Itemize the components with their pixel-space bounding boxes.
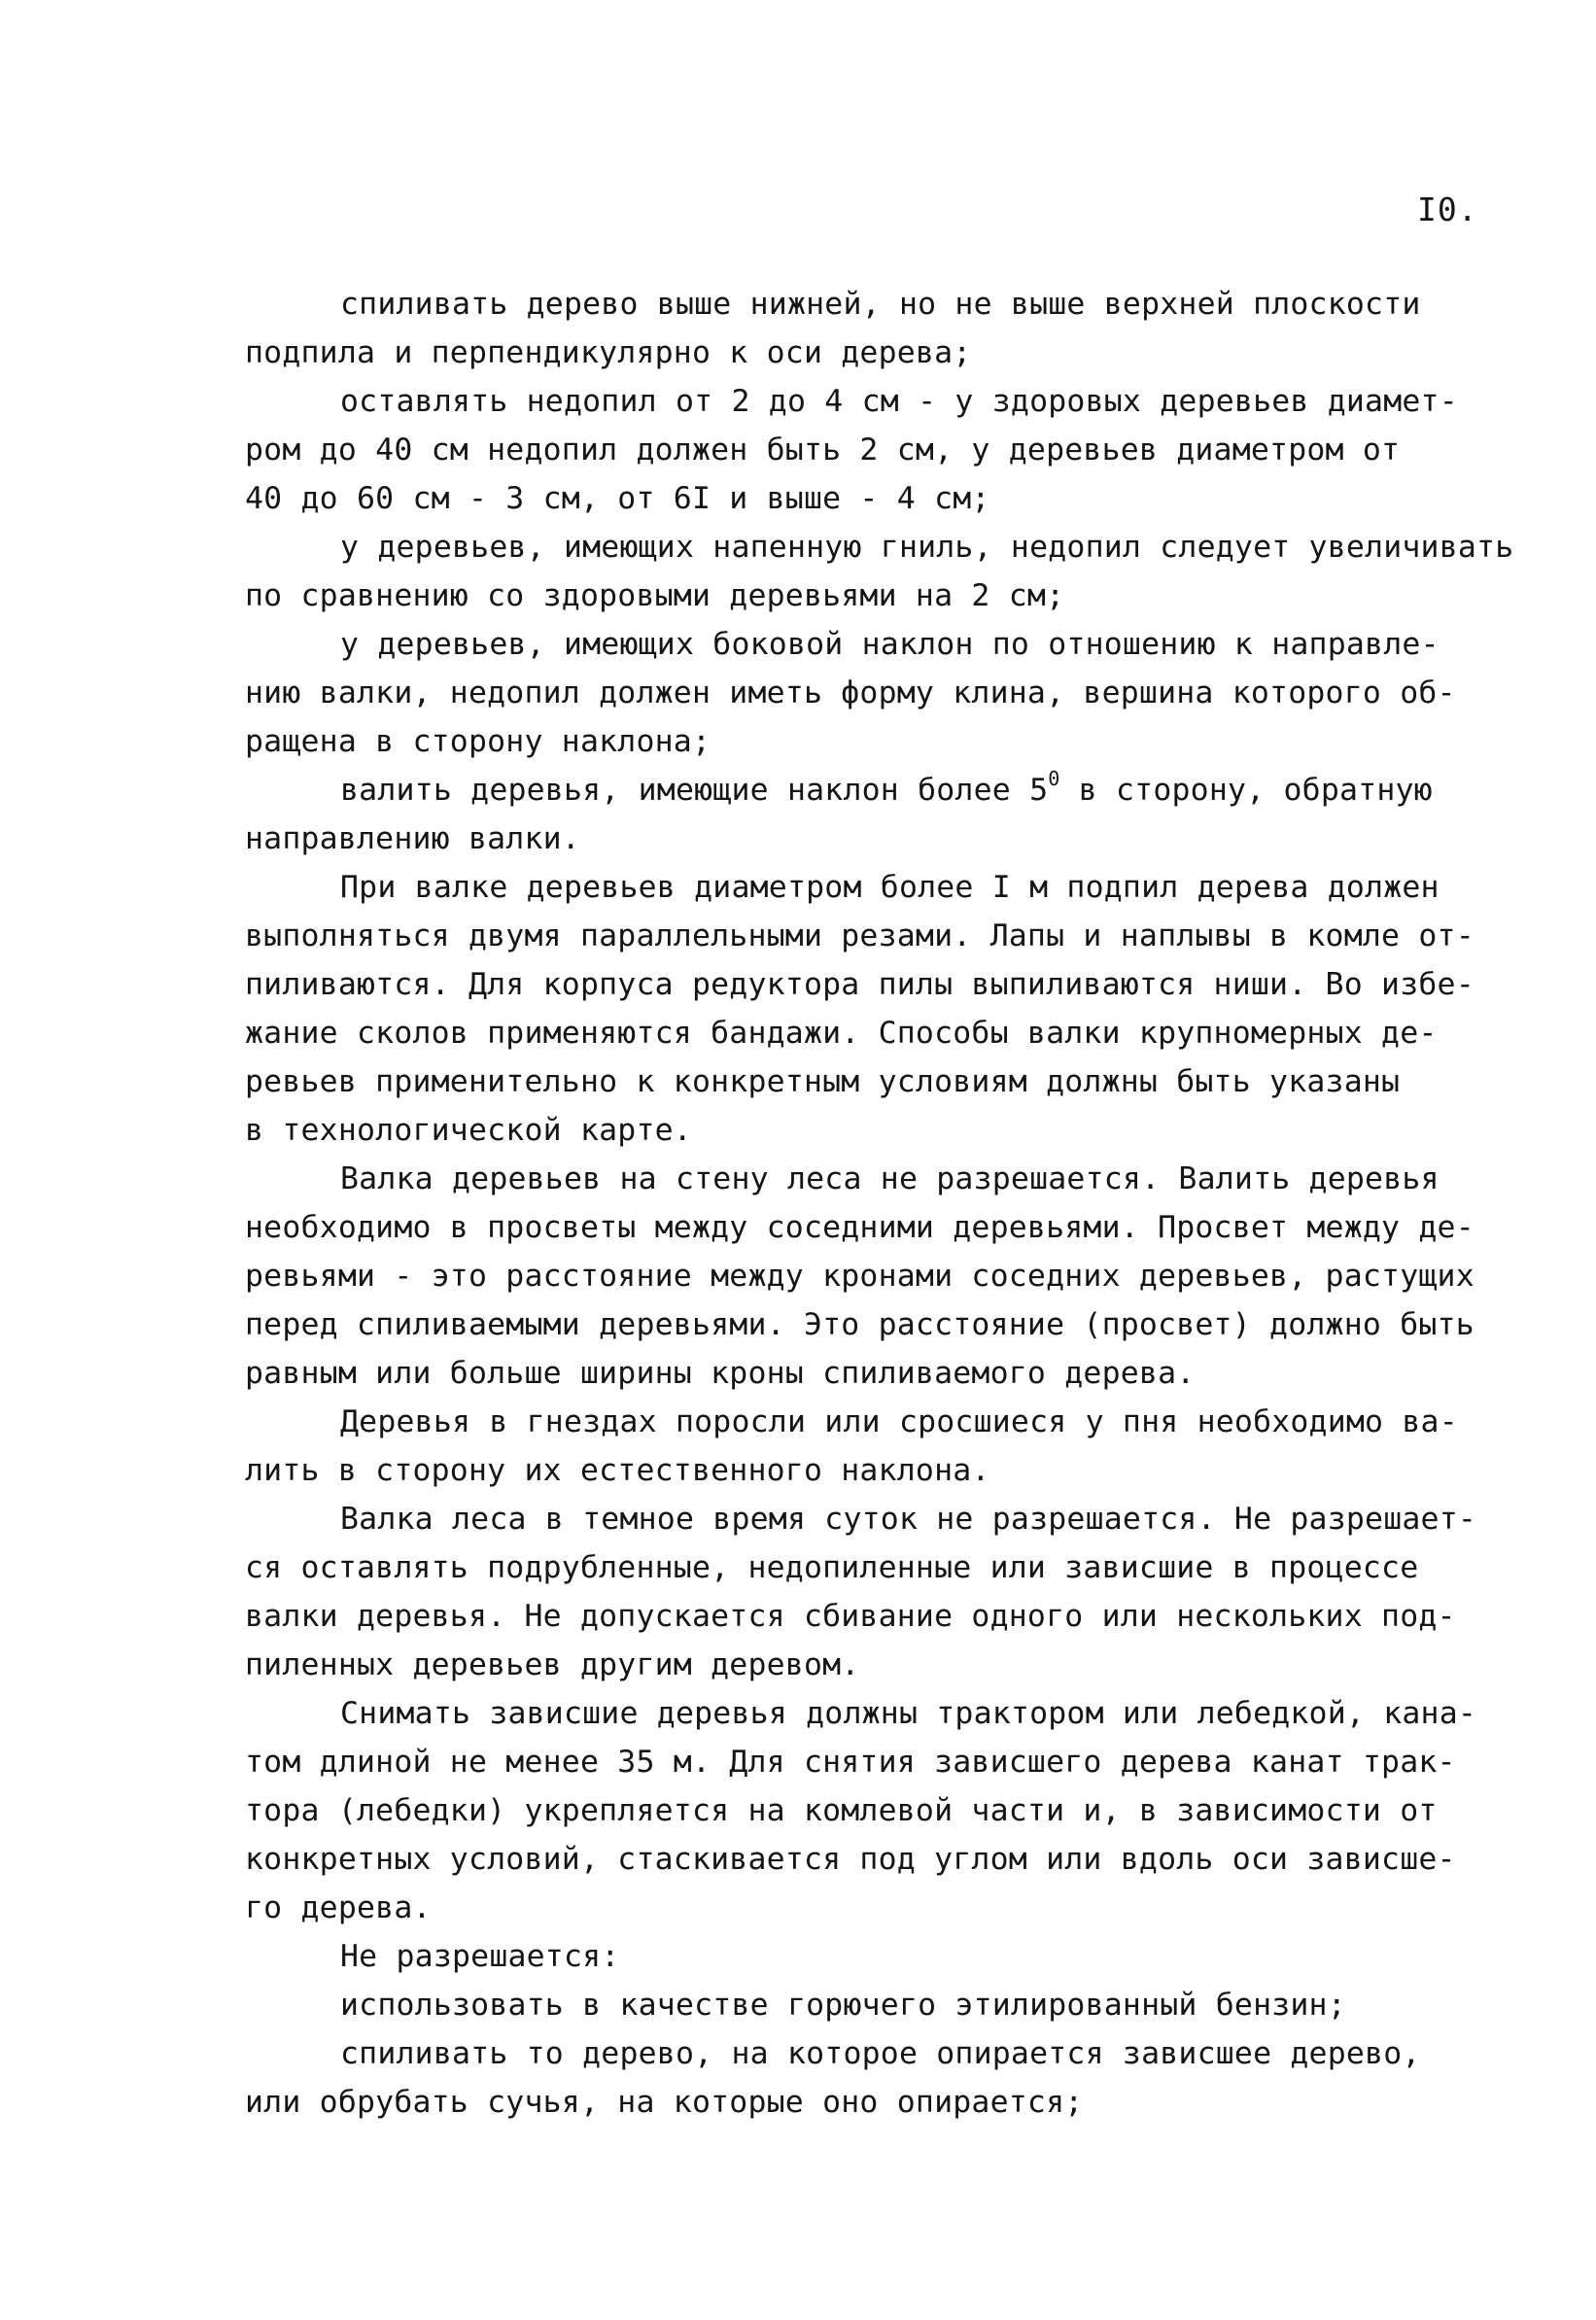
- text-line-content: тора (лебедки) укрепляется на комлевой части и, в зависимости от: [245, 1793, 1438, 1828]
- text-line-content: При валке деревьев диаметром более I м подпил дерева должен: [340, 870, 1440, 905]
- text-line: [245, 1689, 1547, 1738]
- text-line-content: ром до 40 см недопил должен быть 2 см, у деревьев диаметром от: [245, 433, 1401, 467]
- text-line: [245, 1592, 1547, 1641]
- text-line-content: пиленных деревьев другим деревом.: [245, 1647, 860, 1682]
- text-line-content: го дерева.: [245, 1890, 432, 1925]
- text-line: [245, 1155, 1547, 1203]
- text-line: [245, 2078, 1547, 2127]
- text-line-content: том длиной не менее 35 м. Для снятия зависшего дерева канат трак-: [245, 1745, 1456, 1780]
- text-line: [245, 814, 1547, 863]
- text-line: [245, 571, 1547, 620]
- text-line-content: пиливаются. Для корпуса редуктора пилы выпиливаются ниши. Во избе-: [245, 967, 1475, 1002]
- text-line-content: конкретных условий, стаскивается под углом или вдоль оси зависше-: [245, 1842, 1456, 1877]
- text-line-content: жание сколов применяются бандажи. Способы валки крупномерных де-: [245, 1016, 1438, 1051]
- text-line: [245, 2029, 1547, 2078]
- text-line-content: направлению валки.: [245, 821, 580, 856]
- text-line-content: нию валки, недопил должен иметь форму клина, вершина которого об-: [245, 675, 1456, 710]
- text-line-content: валки деревья. Не допускается сбивание одного или нескольких под-: [245, 1599, 1456, 1634]
- text-line-content: 40 до 60 см - 3 см, от 6I и выше - 4 см;: [245, 481, 990, 516]
- text-line-content: Снимать зависшие деревья должны трактором или лебедкой, кана-: [340, 1696, 1477, 1731]
- text-line: [245, 863, 1547, 912]
- text-line: [245, 1543, 1547, 1592]
- text-line-continuation: в сторону, обратную: [1059, 773, 1433, 808]
- text-line: [245, 717, 1547, 766]
- text-line-content: Валка деревьев на стену леса не разрешается. Валить деревья: [340, 1161, 1440, 1196]
- text-line-content: равным или больше ширины кроны спиливаемого дерева.: [245, 1356, 1196, 1391]
- text-line-content: ревьев применительно к конкретным условиям должны быть указаны: [245, 1064, 1401, 1099]
- text-line: [245, 1738, 1547, 1786]
- text-line: [245, 669, 1547, 717]
- text-line-content: ращена в сторону наклона;: [245, 724, 711, 759]
- text-line-content: ся оставлять подрубленные, недопиленные или зависшие в процессе: [245, 1550, 1419, 1585]
- text-line: [245, 1252, 1547, 1300]
- text-line: [245, 620, 1547, 669]
- body-text: [245, 280, 1547, 2127]
- text-line: [245, 523, 1547, 571]
- text-line-content: или обрубать сучья, на которые оно опирается;: [245, 2085, 1084, 2120]
- text-line: [245, 377, 1547, 426]
- text-line-content: спиливать дерево выше нижней, но не выше верхней плоскости: [340, 287, 1421, 322]
- text-line: [245, 1884, 1547, 1932]
- text-line: [245, 1786, 1547, 1835]
- text-line-content: оставлять недопил от 2 до 4 см - у здоровых деревьев диамет-: [340, 384, 1458, 419]
- text-line-content: спиливать то дерево, на которое опирается зависшее дерево,: [340, 2036, 1421, 2071]
- text-line-content: у деревьев, имеющих боковой наклон по отношению к направле-: [340, 627, 1440, 662]
- text-line-content: Валка леса в темное время суток не разрешается. Не разрешает-: [340, 1502, 1477, 1537]
- text-line-content: выполняться двумя параллельными резами. Лапы и наплывы в комле от-: [245, 918, 1475, 953]
- text-line: [245, 1300, 1547, 1349]
- text-line-content: в технологической карте.: [245, 1113, 692, 1148]
- text-line: [245, 1495, 1547, 1543]
- text-line-content: валить деревья, имеющие наклон более 5: [340, 773, 1049, 808]
- text-line-content: у деревьев, имеющих напенную гниль, недопил следует увеличивать: [340, 530, 1514, 565]
- text-line: [245, 1446, 1547, 1495]
- text-line: [245, 1009, 1547, 1057]
- text-line: [245, 329, 1547, 377]
- text-line-content: Не разрешается:: [340, 1939, 620, 1974]
- text-line-content: использовать в качестве горючего этилированный бензин;: [340, 1988, 1346, 2023]
- text-line: [245, 1932, 1547, 1981]
- text-line: [245, 474, 1547, 523]
- text-line-content: подпила и перпендикулярно к оси дерева;: [245, 335, 972, 370]
- text-line: [245, 1203, 1547, 1252]
- text-line: [245, 1981, 1547, 2029]
- degree-superscript: 0: [1048, 766, 1060, 790]
- text-line: [245, 280, 1547, 329]
- text-line: [245, 1057, 1547, 1106]
- text-line-content: лить в сторону их естественного наклона.: [245, 1453, 990, 1488]
- text-line: [245, 1349, 1547, 1398]
- text-line-content: необходимо в просветы между соседними деревьями. Просвет между де-: [245, 1210, 1475, 1245]
- text-line: [245, 1106, 1547, 1155]
- text-line: [245, 960, 1547, 1009]
- text-line: [245, 426, 1547, 474]
- text-line-content: Деревья в гнездах поросли или сросшиеся у пня необходимо ва-: [340, 1404, 1458, 1439]
- text-line-content: по сравнению со здоровыми деревьями на 2 см;: [245, 578, 1065, 613]
- text-line: [245, 912, 1547, 960]
- page-number: I0.: [1417, 190, 1478, 228]
- text-line-content: перед спиливаемыми деревьями. Это расстояние (просвет) должно быть: [245, 1307, 1475, 1342]
- text-line-content: ревьями - это расстояние между кронами соседних деревьев, растущих: [245, 1259, 1475, 1294]
- text-line: [245, 1641, 1547, 1689]
- text-line: [245, 766, 1547, 814]
- text-line: [245, 1398, 1547, 1446]
- text-line: [245, 1835, 1547, 1884]
